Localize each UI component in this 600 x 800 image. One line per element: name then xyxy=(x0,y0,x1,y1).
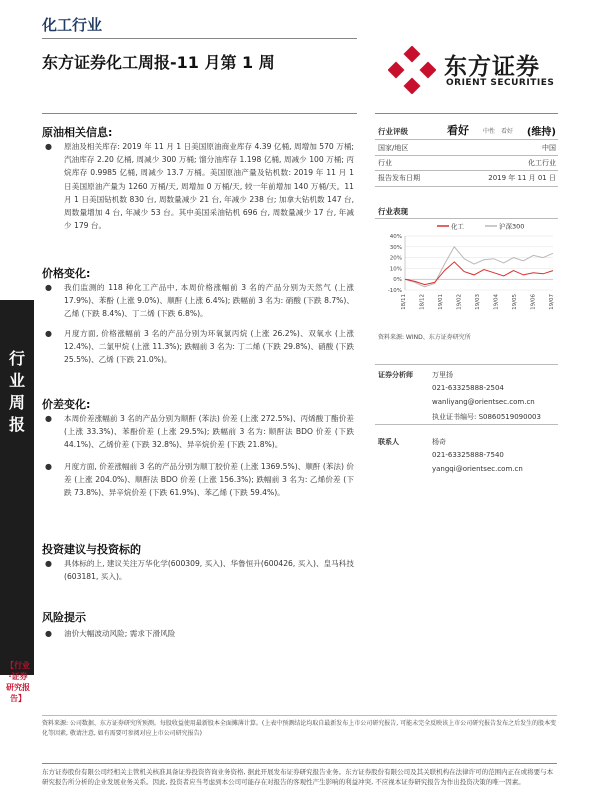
x-tick-label: 19/04 xyxy=(493,294,500,310)
rating-value: 看好 xyxy=(447,124,469,137)
sidebar-char: 行 xyxy=(8,349,25,368)
x-tick-label: 19/06 xyxy=(530,294,537,310)
x-tick-label: 18/11 xyxy=(401,294,407,310)
chart-source: 资料来源: WIND、东方证券研究所 xyxy=(378,334,471,341)
x-tick-label: 19/07 xyxy=(549,294,555,310)
x-tick-label: 18/12 xyxy=(419,294,426,310)
info-row xyxy=(375,158,558,169)
sidebar-label-text xyxy=(0,348,34,436)
list-item xyxy=(45,627,354,640)
info-key: 报告发布日期 xyxy=(378,174,420,182)
chart-title: 行业表现 xyxy=(378,207,408,216)
info-row xyxy=(375,143,558,154)
divider xyxy=(42,763,557,764)
list-item xyxy=(45,557,354,583)
bullet-icon: ● xyxy=(45,142,52,151)
divider xyxy=(375,218,558,219)
disclaimer-text: 资料来源: 公司数据、东方证券研究所预测。每股收益使用最新股本全面摊薄计算。(上表中预测结论均取自最新发布上市公司研究报告, 可能未完全反映该上市公司研究报告发布之后发生的股本变化等因素, 敬请注意, 如有需要可参阅对应上市公司研究报告) xyxy=(42,720,557,737)
paragraph-text: 月度方面, 价差涨幅前 3 名的产品分别为顺丁胶价差 (上涨 1369.5%)、顺酐 (苯法) 价差 (上涨 204.0%)、顺酐法 BDO 价差 (上涨 156.3%); 跌幅前 3 名为: 乙烯价差 (下跌 73.8%)、异辛烷价差 (下跌 61.9%)、苯乙烯 (下跌 59.4%)。 xyxy=(64,462,354,498)
analyst-role: 证券分析师 xyxy=(378,371,413,379)
analyst-cert: 执业证书编号: S0860519090003 xyxy=(432,413,541,421)
legend-label: 沪深300 xyxy=(499,222,525,231)
info-row xyxy=(375,173,558,184)
y-tick-label: 40% xyxy=(389,234,402,240)
contact-phone: 021-63325888-7540 xyxy=(432,451,504,459)
industry-performance-chart xyxy=(375,220,558,324)
section-heading-price: 价格变化: xyxy=(42,267,91,280)
sidebar-char: 业 xyxy=(8,371,25,390)
x-tick-label: 19/05 xyxy=(512,294,518,310)
list-item xyxy=(45,281,354,321)
divider xyxy=(375,424,558,425)
info-value: 化工行业 xyxy=(528,159,556,167)
divider xyxy=(42,715,557,716)
info-value: 2019 年 11 月 01 日 xyxy=(488,174,556,182)
paragraph-text: 原油及相关库存: 2019 年 11 月 1 日美国原油商业库存 4.39 亿桶, 周增加 570 万桶; 汽油库存 2.20 亿桶, 周减少 300 万桶; 馏分油库存 1.198 亿桶, 周减少 100 万桶; 丙烷库存 0.9985 亿桶, 周减少 13.7 万桶。美国原油产量及钻机数: 2019 年 11 月 1 日美国原油产量为 1260 万桶/天, 周增加 0 万桶/天, 较一年前增加 140 万桶/天。11 月 1 日美国钻机数 830 台, 周数量减少 21 台, 年减少 238 台; 加拿大钻机数 147 台, 周数量增加 4 台, 年减少 53 台。其中美国采油钻机 696 台, 周数量减少 17 台, 年减少 179 台。 xyxy=(64,142,354,231)
series-line xyxy=(405,262,553,285)
list-item xyxy=(45,327,354,367)
divider xyxy=(375,155,558,156)
bullet-icon: ● xyxy=(45,414,52,423)
contact-name: 杨奇 xyxy=(432,438,446,446)
bullet-icon: ● xyxy=(45,329,52,338)
divider xyxy=(42,38,357,39)
info-value: 中国 xyxy=(542,144,556,152)
bullet-icon: ● xyxy=(45,629,52,638)
divider xyxy=(375,364,558,365)
company-logo xyxy=(388,44,558,96)
contact-role: 联系人 xyxy=(378,438,399,446)
analyst-phone: 021-63325888-2504 xyxy=(432,384,504,392)
y-tick-label: 10% xyxy=(389,266,402,273)
divider xyxy=(375,186,558,187)
sidebar-char: 报 xyxy=(8,415,25,434)
logo-text-en: ORIENT SECURITIES xyxy=(446,78,555,88)
sidebar-label xyxy=(0,348,34,436)
bullet-icon: ● xyxy=(45,559,52,568)
x-tick-label: 19/02 xyxy=(456,294,463,310)
sidebar-bottom-label: 【行业·证券研究报告】 xyxy=(6,661,30,703)
info-key: 行业 xyxy=(378,159,392,167)
section-heading-invest: 投资建议与投资标的 xyxy=(42,543,141,556)
y-tick-label: 0% xyxy=(393,277,402,284)
y-tick-label: -10% xyxy=(387,288,402,294)
divider xyxy=(375,170,558,171)
rating-option: 看好 xyxy=(501,128,514,135)
analyst-name: 万里扬 xyxy=(432,371,453,379)
bullet-icon: ● xyxy=(45,462,52,471)
contact-email[interactable]: yangqi@orientsec.com.cn xyxy=(432,465,523,473)
section-heading-spread: 价差变化: xyxy=(42,398,91,411)
bullet-icon: ● xyxy=(45,283,52,292)
divider xyxy=(42,113,357,114)
sidebar-char: 周 xyxy=(8,393,25,412)
series-line xyxy=(405,247,553,287)
section-heading-crude: 原油相关信息: xyxy=(42,126,113,139)
paragraph-text: 本周价差涨幅前 3 名的产品分别为顺酐 (苯法) 价差 (上涨 272.5%)、丙烯酸丁酯价差 (上涨 33.3%)、苯酚价差 (上涨 29.5%); 跌幅前 3 名为: 顺酐法 BDO 价差 (下跌 44.1%)、乙烯价差 (下跌 32.8%)、异辛烷价差 (下跌 21.8%)。 xyxy=(64,414,354,450)
info-key: 国家/地区 xyxy=(378,144,409,152)
paragraph-text: 月度方面, 价格涨幅前 3 名的产品分别为环氧氯丙烷 (上涨 26.2%)、双氧水 (上涨 12.4%)、二氯甲烷 (上涨 11.3%); 跌幅前 3 名为: 丁二烯 (下跌 29.8%)、硝酸 (下跌 25.5%)、乙烯 (下跌 21.0%)。 xyxy=(64,329,354,365)
x-tick-label: 19/01 xyxy=(438,294,444,310)
x-tick-label: 19/03 xyxy=(475,294,481,310)
rating-status: (维持) xyxy=(526,127,556,138)
paragraph-text: 具体标的上, 建议关注万华化学(600309, 买入)、华鲁恒升(600426, 买入)、皇马科技(603181, 买入)。 xyxy=(64,559,354,582)
footer-text: 东方证券股份有限公司经相关主管机关核准具备证券投资咨询业务资格, 据此开展发布证券研究报告业务。东方证券股份有限公司及其关联机构在法律许可的范围内正在或将要与本研究报告所分析的企业发展业务关系。因此, 投资者应当考虑到本公司可能存在对报告的客观性产生影响的利益冲突, 不应视本证券研究报告为作出投资决策的唯一因素。 xyxy=(42,768,554,786)
section-heading-risk: 风险提示 xyxy=(42,611,86,624)
rating-label: 行业评级 xyxy=(378,127,408,136)
rating-row xyxy=(375,124,558,138)
paragraph-text: 我们监测的 118 种化工产品中, 本周价格涨幅前 3 名的产品分别为天然气 (上涨 17.9%)、苯酚 (上涨 9.0%)、顺酐 (上涨 6.4%); 跌幅前 3 名为: 硝酸 (下跌 8.7%)、乙烯 (下跌 8.4%)、丁二烯 (下跌 6.8%)。 xyxy=(64,283,354,319)
paragraph-text: 油价大幅波动风险; 需求下滑风险 xyxy=(64,629,176,638)
legend-label: 化工 xyxy=(451,222,464,231)
page-title: 东方证券化工周报-11 月第 1 周 xyxy=(42,53,275,72)
list-item xyxy=(45,412,354,452)
sidebar-band xyxy=(0,300,34,675)
divider xyxy=(375,113,558,114)
divider xyxy=(375,139,558,140)
list-item xyxy=(45,460,354,500)
y-tick-label: 20% xyxy=(389,255,402,262)
list-item xyxy=(45,140,354,232)
rating-option: 中性 xyxy=(483,128,496,135)
logo-text-cn: 东方证券 xyxy=(444,54,540,80)
logo-mark-icon xyxy=(388,46,436,94)
y-tick-label: 30% xyxy=(389,244,402,251)
industry-label: 化工行业 xyxy=(42,16,103,34)
analyst-email[interactable]: wanliyang@orientsec.com.cn xyxy=(432,398,535,406)
